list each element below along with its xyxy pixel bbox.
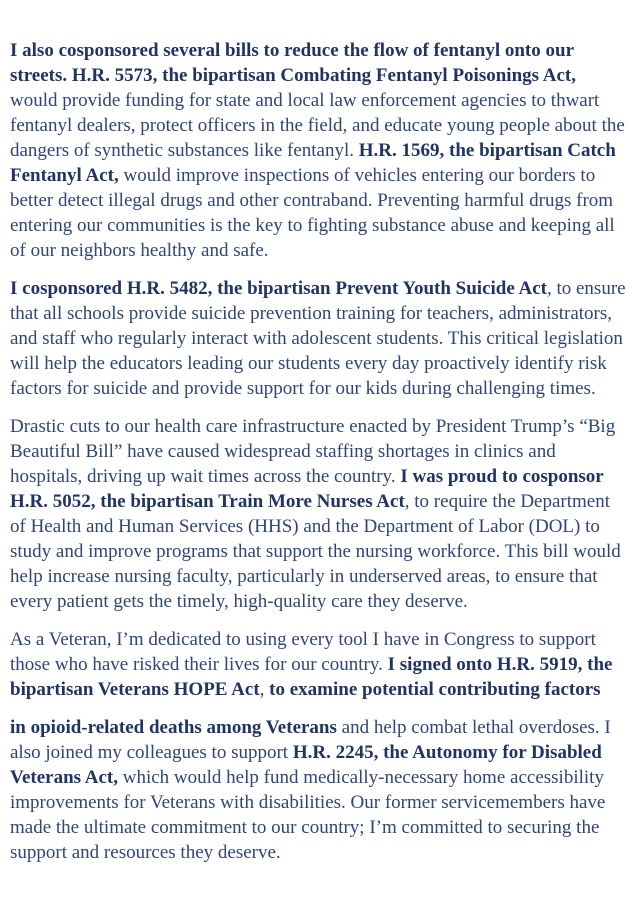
bold-text-run: H.R. 1569, the bipartisan Catch Fentanyl Act, (10, 140, 616, 186)
text-run: , to ensure that all schools provide suicide prevention training for teachers, administrators, and staff who regularly interact with adolescent students. This critical legislation will help the educators leading our students every day proactively identify risk factors for suicide and provide support for our kids during challenging times. (10, 278, 626, 399)
bold-text-run: I was proud to cosponsor H.R. 5052, the bipartisan Train More Nurses Act (10, 466, 604, 512)
text-run: and help combat lethal overdoses. I also joined my colleagues to support (10, 717, 611, 763)
bold-text-run: I also cosponsored several bills to reduce the flow of fentanyl onto our streets. H.R. 5573, the bipartisan Combating Fentanyl Poisonings Act, (10, 40, 576, 86)
text-run: , (259, 679, 270, 700)
text-run: would provide funding for state and local law enforcement agencies to thwart fentanyl dealers, protect officers in the field, and educate young people about the dangers of synthetic substances like fentanyl. (10, 90, 625, 161)
paragraph-5 (10, 715, 628, 865)
bold-text-run: H.R. 2245, the Autonomy for Disabled Veterans Act, (10, 742, 602, 788)
paragraph-3 (10, 414, 628, 614)
bold-text-run: I signed onto H.R. 5919, the bipartisan Veterans HOPE Act (10, 654, 613, 700)
text-run: Drastic cuts to our health care infrastructure enacted by President Trump’s “Big Beautiful Bill” have caused widespread staffing shortages in clinics and hospitals, driving up wait times across the country. (10, 416, 616, 487)
bold-text-run: in opioid-related deaths among Veterans (10, 717, 337, 738)
paragraph-2 (10, 276, 628, 401)
text-run: As a Veteran, I’m dedicated to using every tool I have in Congress to support those who have risked their lives for our country. (10, 629, 596, 675)
bold-text-run: to examine potential contributing factors (269, 679, 601, 700)
text-run: would improve inspections of vehicles entering our borders to better detect illegal drugs and other contraband. Preventing harmful drugs from entering our communities is the key to fighting substance abuse and keeping all of our neighbors healthy and safe. (10, 165, 615, 261)
text-run: which would help fund medically-necessary home accessibility improvements for Veterans with disabilities. Our former servicemembers have made the ultimate commitment to our country; I’m committed to securing the support and resources they deserve. (10, 767, 606, 863)
paragraph-1 (10, 38, 628, 263)
paragraphs (10, 38, 628, 865)
bold-text-run: I cosponsored H.R. 5482, the bipartisan Prevent Youth Suicide Act (10, 278, 547, 299)
paragraph-4 (10, 627, 628, 702)
text-run: , to require the Department of Health and Human Services (HHS) and the Department of Labor (DOL) to study and improve programs that support the nursing workforce. This bill would help increase nursing faculty, particularly in underserved areas, to ensure that every patient gets the timely, high-quality care they deserve. (10, 491, 621, 612)
